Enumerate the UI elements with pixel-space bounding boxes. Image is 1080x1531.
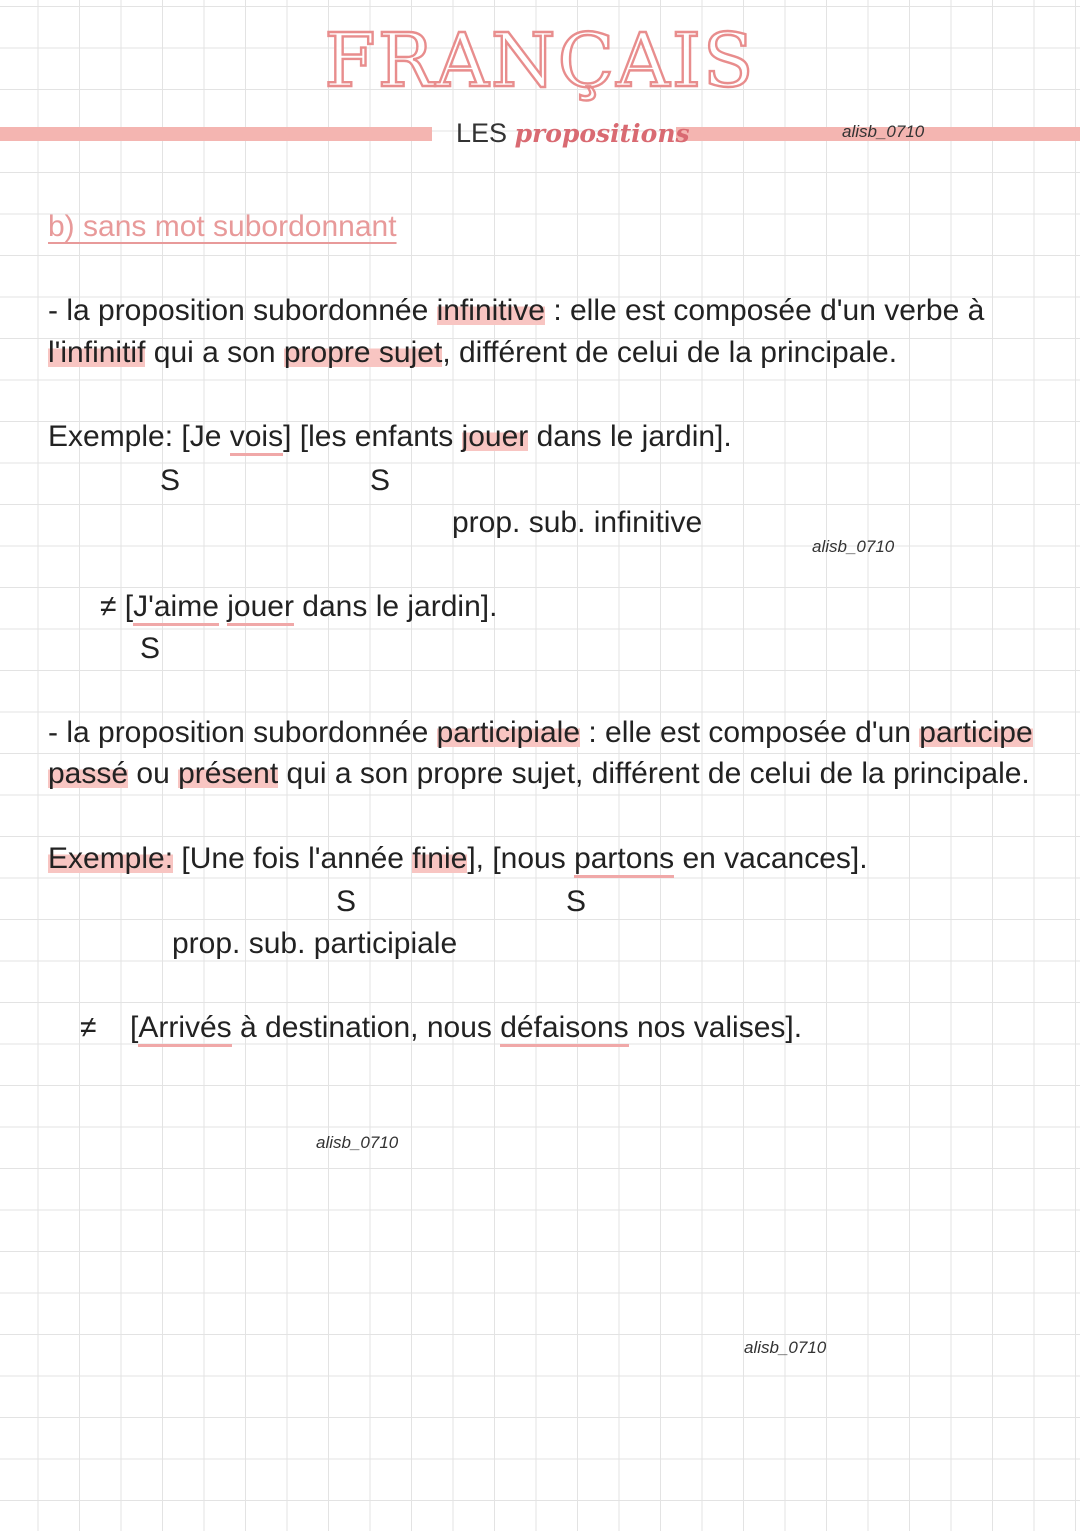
watermark: alisb_0710 xyxy=(812,537,895,556)
page-subtitle xyxy=(456,118,690,149)
subject-mark: S xyxy=(160,464,181,497)
highlight-participiale: participiale xyxy=(436,716,581,749)
text-segment: [ xyxy=(116,590,134,623)
underline-defaisons: défaisons xyxy=(500,1011,628,1047)
example-caption: prop. sub. infinitive xyxy=(452,506,703,539)
text-segment: - la proposition subordonnée xyxy=(48,716,437,749)
text-segment: en vacances]. xyxy=(674,842,868,875)
text-segment: : elle est composée d'un xyxy=(580,716,920,749)
underline-jouer: jouer xyxy=(227,590,294,626)
text-segment: : elle est composée d'un verbe à xyxy=(544,294,985,327)
watermark: alisb_0710 xyxy=(316,1133,399,1152)
text-segment: ] [les enfants xyxy=(283,420,462,453)
subtitle-prefix: LES xyxy=(456,118,508,148)
header-bar-left xyxy=(0,127,432,141)
participial-definition-line2 xyxy=(48,757,1030,791)
text-segment: ou xyxy=(128,757,179,790)
text-segment: qui a son xyxy=(145,336,284,369)
subject-mark: S xyxy=(370,464,391,497)
text-segment: [ xyxy=(130,1011,139,1044)
participial-counter-sign: ≠ xyxy=(80,1011,97,1044)
text-segment: dans le jardin]. xyxy=(528,420,732,453)
underline-jaime: J'aime xyxy=(133,590,219,626)
text-segment: , différent de celui de la principale. xyxy=(442,336,898,369)
highlight-infinitive: infinitive xyxy=(436,294,545,327)
participial-counter-example xyxy=(130,1011,802,1045)
highlight-infinitif: l'infinitif xyxy=(48,336,146,369)
text-segment xyxy=(219,590,227,623)
participial-definition-line1 xyxy=(48,716,1033,750)
text-segment: qui a son propre sujet, différent de celui de la principale. xyxy=(278,757,1030,790)
example-label: Exemple: xyxy=(48,420,182,453)
subject-mark: S xyxy=(336,885,357,918)
highlight-passe: passé xyxy=(48,757,129,790)
infinitive-counter-example xyxy=(100,590,497,624)
subject-mark: S xyxy=(140,632,161,665)
section-heading: b) sans mot subordonnant xyxy=(48,210,397,243)
watermark: alisb_0710 xyxy=(744,1338,827,1357)
infinitive-definition-line2 xyxy=(48,336,897,370)
highlight-finie: finie xyxy=(412,842,468,875)
text-segment: à destination, nous xyxy=(231,1011,501,1044)
subject-mark: S xyxy=(566,885,587,918)
page-title: FRANÇAIS xyxy=(324,18,756,104)
underline-vois: vois xyxy=(230,420,283,456)
underline-arrives: Arrivés xyxy=(138,1011,231,1047)
subtitle-accent: propositions xyxy=(514,119,690,148)
infinitive-example xyxy=(48,420,732,454)
text-segment: [Je xyxy=(181,420,230,453)
highlight-jouer: jouer xyxy=(461,420,529,453)
text-segment: - la proposition subordonnée xyxy=(48,294,437,327)
text-segment: nos valises]. xyxy=(628,1011,803,1044)
underline-partons: partons xyxy=(574,842,674,878)
highlight-propre-sujet: propre sujet xyxy=(283,336,443,369)
example-label: Exemple: xyxy=(48,842,174,875)
highlight-participe: participe xyxy=(919,716,1033,749)
text-segment: dans le jardin]. xyxy=(293,590,498,623)
text-segment: [Une fois l'année xyxy=(173,842,413,875)
example-caption: prop. sub. participiale xyxy=(172,927,458,960)
text-segment: ], [nous xyxy=(467,842,575,875)
watermark: alisb_0710 xyxy=(842,122,925,141)
infinitive-definition-line1 xyxy=(48,294,984,328)
participial-example xyxy=(48,842,868,876)
highlight-present: présent xyxy=(178,757,279,790)
not-equal-sign: ≠ xyxy=(100,590,117,623)
